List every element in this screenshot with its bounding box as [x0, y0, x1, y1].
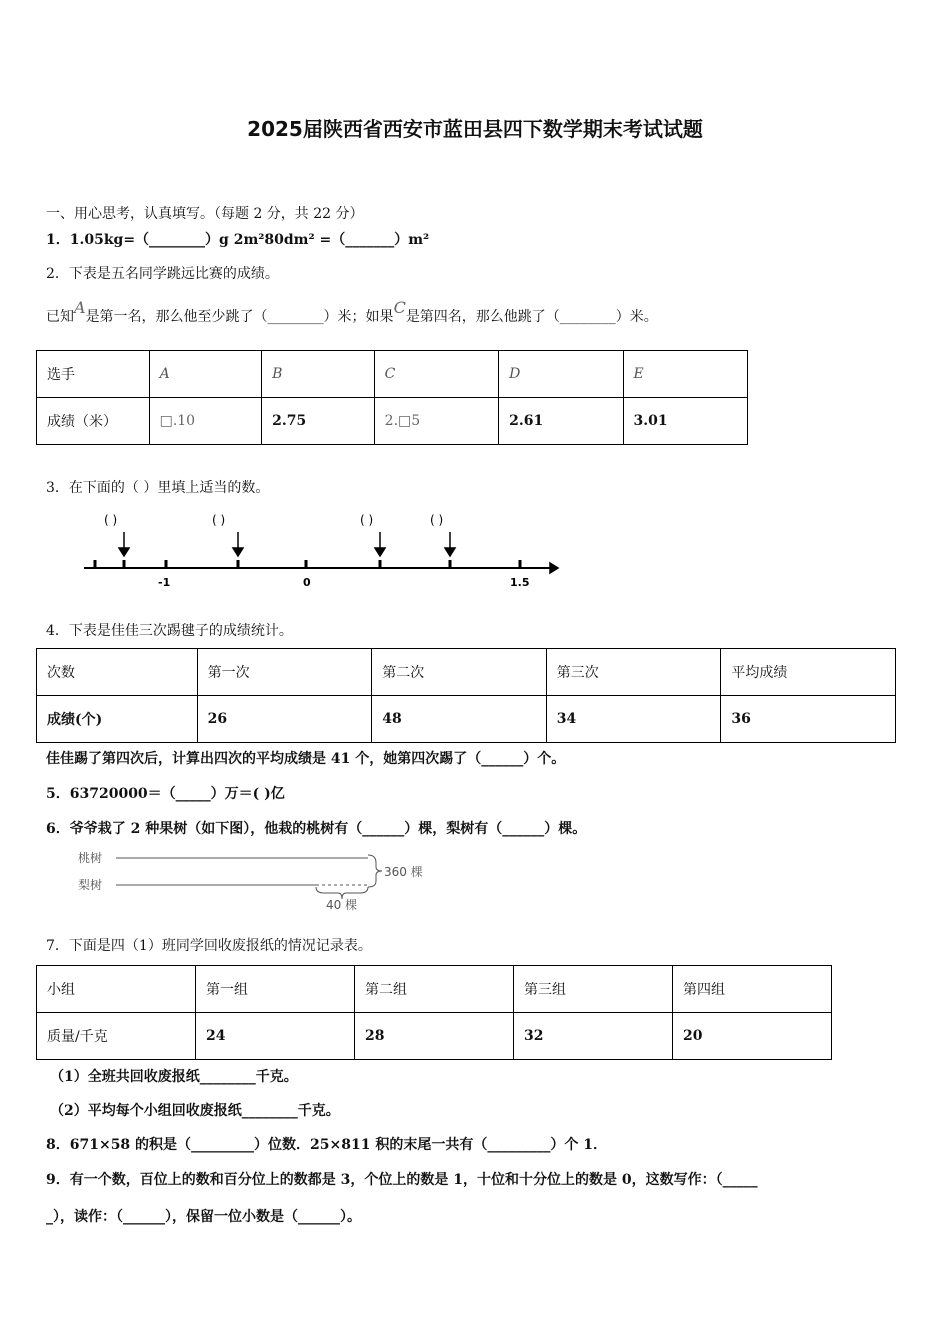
q4-header-cell: 第一次 [197, 649, 372, 696]
question-2-intro: 2．下表是五名同学跳远比赛的成绩。 [46, 266, 279, 282]
section-heading: 一、用心思考，认真填写。（每题 2 分，共 22 分） [46, 206, 364, 222]
q4-table [36, 648, 896, 743]
question-7-part2: （2）平均每个小组回收废报纸________千克。 [50, 1103, 340, 1119]
q2-header-cell: A [149, 351, 262, 398]
arrow-head [375, 548, 385, 556]
q4-header-cell: 平均成绩 [721, 649, 896, 696]
q7-row-cell: 24 [196, 1013, 355, 1060]
question-8: 8．671×58 的积是（_________）位数．25×811 积的末尾一共有（_________）个 1． [46, 1137, 607, 1153]
axis-arrow-head [550, 563, 558, 573]
q4-row-cell: 26 [197, 696, 372, 743]
q7-header-cell: 小组 [37, 966, 196, 1013]
blank-label: ( ) [430, 513, 444, 527]
q2-var-c: C [393, 298, 406, 317]
tick-label: 0 [303, 576, 311, 589]
q4-header-cell: 第三次 [546, 649, 721, 696]
arrow-head [445, 548, 455, 556]
q2-row-cell: 2.75 [262, 398, 375, 445]
total-brace [368, 855, 382, 887]
q2-header-cell: D [499, 351, 623, 398]
blank-label: ( ) [360, 513, 374, 527]
q4-row-cell: 36 [721, 696, 896, 743]
q2-table [36, 350, 748, 445]
arrow-head [233, 548, 243, 556]
q2-part2: 是第一名，那么他至少跳了（________）米；如果 [85, 309, 394, 325]
question-3-intro: 3．在下面的（ ）里填上适当的数。 [46, 480, 270, 496]
question-4-text: 佳佳踢了第四次后，计算出四次的平均成绩是 41 个，她第四次踢了（______）个。 [46, 751, 566, 767]
total-label: 360 棵 [384, 865, 423, 879]
blank-label: ( ) [212, 513, 226, 527]
q2-row-cell: 3.01 [623, 398, 747, 445]
pear-label: 梨树 [78, 878, 103, 892]
q4-header-cell: 次数 [37, 649, 198, 696]
q7-row-cell: 质量/千克 [37, 1013, 196, 1060]
q7-row-cell: 32 [514, 1013, 673, 1060]
question-9-line1: 9．有一个数，百位上的数和百分位上的数都是 3，个位上的数是 1，十位和十分位上的数是 0，这数写作：（_____ [46, 1172, 758, 1188]
number-line-diagram [80, 508, 560, 592]
q4-header-cell: 第二次 [372, 649, 547, 696]
q7-row-cell: 28 [355, 1013, 514, 1060]
q7-table [36, 965, 832, 1060]
question-9-line2: _），读作：（______），保留一位小数是（______）。 [46, 1209, 361, 1225]
arrow-head [119, 548, 129, 556]
q2-header-cell: C [374, 351, 498, 398]
q7-header-cell: 第三组 [514, 966, 673, 1013]
q7-header-cell: 第二组 [355, 966, 514, 1013]
tick-label: -1 [158, 576, 171, 589]
question-7-part1: （1）全班共回收废报纸________千克。 [50, 1069, 298, 1085]
question-2-text [46, 298, 658, 326]
q4-row-cell: 成绩(个) [37, 696, 198, 743]
q7-row-cell: 20 [673, 1013, 832, 1060]
question-4-intro: 4．下表是佳佳三次踢毽子的成绩统计。 [46, 623, 293, 639]
question-6: 6．爷爷栽了 2 种果树（如下图），他栽的桃树有（______）棵，梨树有（______）棵。 [46, 821, 587, 837]
q2-var-a: A [74, 298, 86, 317]
q2-header-cell: E [623, 351, 747, 398]
question-5: 5．63720000＝（_____）万＝( )亿 [46, 786, 285, 802]
q2-header-cell: B [262, 351, 375, 398]
question-7-intro: 7．下面是四（1）班同学回收废报纸的情况记录表。 [46, 938, 372, 954]
q2-header-cell: 选手 [37, 351, 150, 398]
tick-label: 1.5 [510, 576, 530, 589]
page-title: 2025届陕西省西安市蓝田县四下数学期末考试试题 [247, 117, 703, 141]
question-1: 1．1.05kg=（________）g 2m²80dm² =（_______）m² [46, 232, 430, 248]
q2-row-cell: 成绩（米） [37, 398, 150, 445]
blank-label: ( ) [104, 513, 118, 527]
peach-label: 桃树 [78, 851, 103, 865]
fruit-tree-diagram [76, 845, 436, 915]
tick-marks [95, 560, 520, 568]
q2-row-cell: 2.61 [499, 398, 623, 445]
q7-header-cell: 第四组 [673, 966, 832, 1013]
q2-row-cell: 2.□5 [374, 398, 498, 445]
q2-part3: 是第四名，那么他跳了（________）米。 [405, 309, 658, 325]
diff-label: 40 棵 [326, 898, 358, 912]
q2-part1: 已知 [46, 309, 74, 325]
q4-row-cell: 34 [546, 696, 721, 743]
q7-header-cell: 第一组 [196, 966, 355, 1013]
q4-row-cell: 48 [372, 696, 547, 743]
q2-row-cell: □.10 [149, 398, 262, 445]
